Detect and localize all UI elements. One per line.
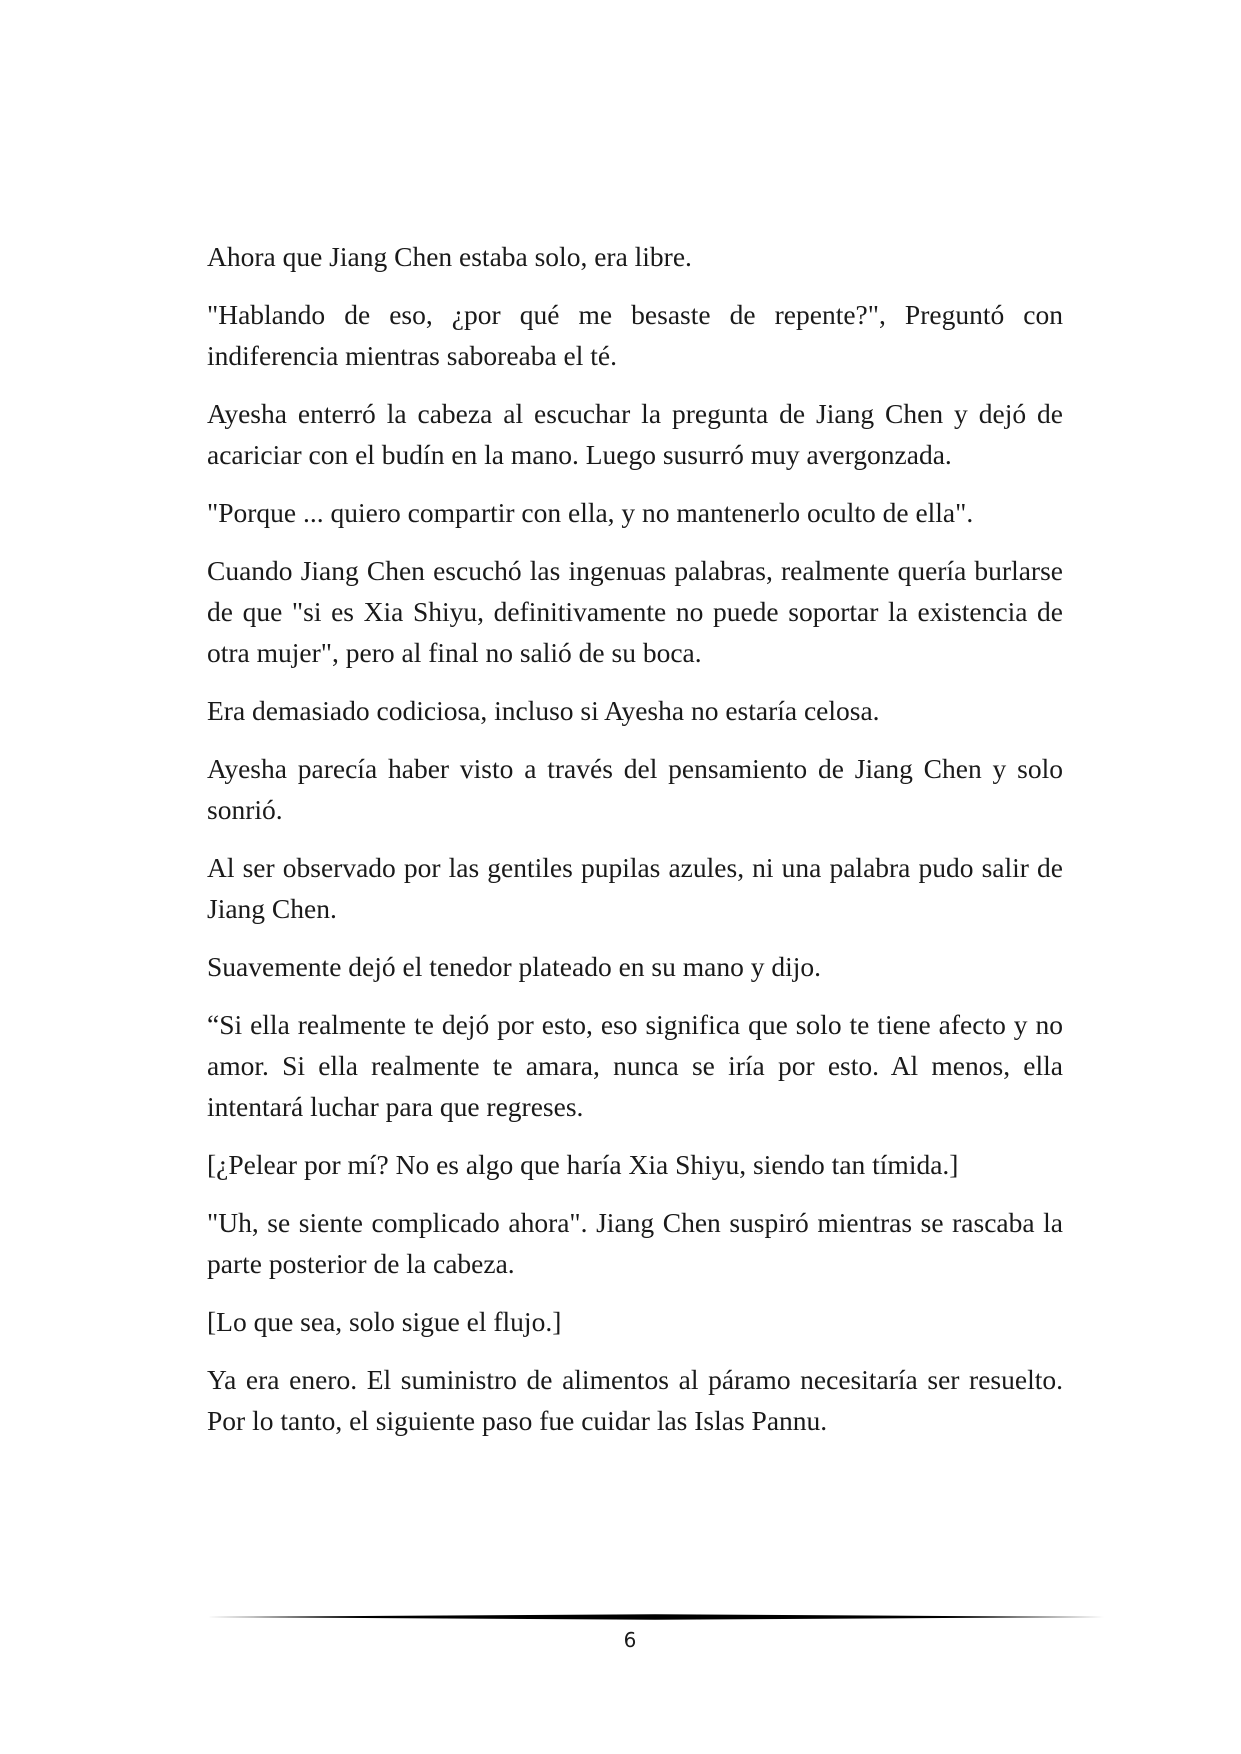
paragraph: Al ser observado por las gentiles pupilas azules, ni una palabra pudo salir de Jiang Chen. xyxy=(207,852,1063,924)
paragraph: Ayesha enterró la cabeza al escuchar la pregunta de Jiang Chen y dejó de acariciar con el budín en la mano. Luego susurró muy avergonzada. xyxy=(207,398,1063,470)
paragraph: [¿Pelear por mí? No es algo que haría Xia Shiyu, siendo tan tímida.] xyxy=(207,1149,959,1180)
paragraph: Suavemente dejó el tenedor plateado en su mano y dijo. xyxy=(207,951,821,982)
page-number: 6 xyxy=(623,1628,637,1652)
paragraph: “Si ella realmente te dejó por esto, eso significa que solo te tiene afecto y no amor. Si ella realmente te amara, nunca se iría por esto. Al menos, ella intentará luchar para que regreses. xyxy=(207,1009,1063,1122)
paragraph: "Hablando de eso, ¿por qué me besaste de repente?", Preguntó con indiferencia mientras saboreaba el té. xyxy=(207,299,1063,371)
paragraph: [Lo que sea, solo sigue el flujo.] xyxy=(207,1306,562,1337)
paragraph: Era demasiado codiciosa, incluso si Ayesha no estaría celosa. xyxy=(207,695,880,726)
footer-divider xyxy=(207,1612,1104,1622)
paragraph: "Uh, se siente complicado ahora". Jiang Chen suspiró mientras se rascaba la parte posterior de la cabeza. xyxy=(207,1207,1063,1279)
paragraph: Ya era enero. El suministro de alimentos al páramo necesitaría ser resuelto. Por lo tanto, el siguiente paso fue cuidar las Islas Pannu. xyxy=(207,1364,1063,1436)
paragraph: "Porque ... quiero compartir con ella, y no mantenerlo oculto de ella". xyxy=(207,497,974,528)
paragraph: Cuando Jiang Chen escuchó las ingenuas palabras, realmente quería burlarse de que "si es Xia Shiyu, definitivamente no puede soportar la existencia de otra mujer", pero al final no salió de su boca. xyxy=(207,555,1063,668)
paragraph: Ahora que Jiang Chen estaba solo, era libre. xyxy=(207,241,692,272)
paragraph: Ayesha parecía haber visto a través del pensamiento de Jiang Chen y solo sonrió. xyxy=(207,753,1063,825)
body-text xyxy=(207,236,1063,1458)
